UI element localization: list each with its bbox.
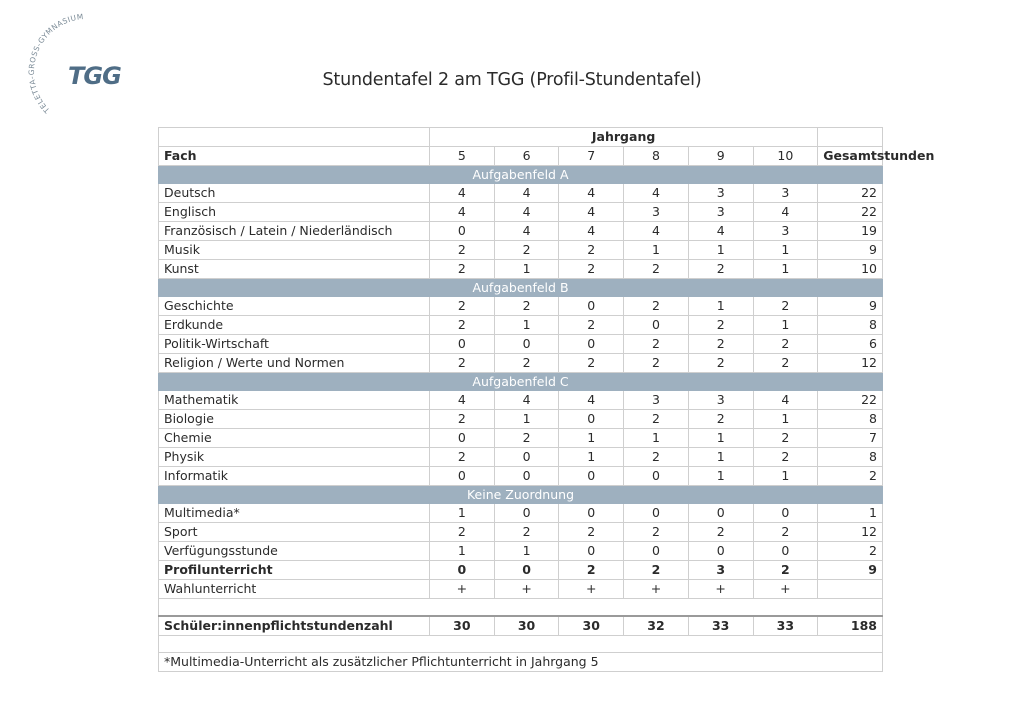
hours-cell: 2 [624,523,689,542]
timetable [158,127,935,672]
hours-cell: 0 [559,542,624,561]
subject-name: Profilunterricht [159,561,430,580]
hours-cell: 0 [753,504,818,523]
subject-name: Sport [159,523,430,542]
hours-cell: 0 [430,561,495,580]
hours-cell: 1 [559,429,624,448]
hours-cell: 3 [624,391,689,410]
subject-name: Verfügungsstunde [159,542,430,561]
header-year: 7 [559,147,624,166]
hours-cell: + [559,580,624,599]
hours-cell: 4 [559,391,624,410]
hours-cell: 1 [494,316,559,335]
hours-cell: 4 [753,203,818,222]
header-empty-cell [818,128,883,147]
hours-cell: 1 [624,241,689,260]
subject-name: Kunst [159,260,430,279]
hours-cell: 1 [494,410,559,429]
hours-cell: 2 [430,523,495,542]
hours-cell: 3 [688,184,753,203]
hours-cell: 3 [688,203,753,222]
hours-cell: 4 [753,391,818,410]
hours-cell: 2 [624,448,689,467]
hours-cell: 2 [753,297,818,316]
hours-cell: 0 [688,504,753,523]
hours-cell: 4 [430,203,495,222]
subject-name: Erdkunde [159,316,430,335]
hours-cell: 2 [624,335,689,354]
hours-cell: + [624,580,689,599]
header-year: 10 [753,147,818,166]
subject-name: Französisch / Latein / Niederländisch [159,222,430,241]
table-row [159,335,883,354]
hours-cell: 1 [494,260,559,279]
subject-name: Physik [159,448,430,467]
spacer-cell [159,636,883,653]
hours-cell: 2 [688,335,753,354]
hours-cell: 2 [688,354,753,373]
hours-cell: 1 [688,429,753,448]
subject-name: Deutsch [159,184,430,203]
hours-cell: 0 [624,316,689,335]
hours-cell: + [688,580,753,599]
hours-cell: + [753,580,818,599]
hours-cell: 0 [559,467,624,486]
table-row [159,222,883,241]
summary-label: Schüler:innenpflichtstundenzahl [159,616,430,636]
group-header-row [159,166,883,184]
subject-name: Chemie [159,429,430,448]
hours-cell: 2 [559,316,624,335]
hours-cell: 2 [559,523,624,542]
page-title: Stundentafel 2 am TGG (Profil-Stundentafel) [322,70,702,90]
group-header-row [159,486,883,504]
hours-cell: 1 [753,241,818,260]
hours-cell: 4 [559,203,624,222]
total-hours-cell: 7 [818,429,883,448]
hours-cell: 1 [753,260,818,279]
hours-cell: 2 [753,448,818,467]
hours-cell: 2 [559,561,624,580]
total-hours-cell: 9 [818,297,883,316]
hours-cell: 2 [688,410,753,429]
total-hours-cell: 22 [818,184,883,203]
hours-cell: 4 [624,184,689,203]
table-header-row [159,147,883,166]
hours-cell: 2 [753,523,818,542]
table-row [159,561,883,580]
table-row [159,391,883,410]
hours-cell: 0 [494,448,559,467]
table-row [159,523,883,542]
subject-name: Informatik [159,467,430,486]
subject-name: Politik-Wirtschaft [159,335,430,354]
hours-cell: 1 [753,410,818,429]
hours-cell: 0 [494,504,559,523]
subject-name: Biologie [159,410,430,429]
total-hours-cell: 9 [818,561,883,580]
summary-hours-cell: 30 [494,616,559,636]
summary-hours-cell: 33 [753,616,818,636]
hours-cell: 2 [753,429,818,448]
group-header-row [159,373,883,391]
hours-cell: 1 [688,297,753,316]
hours-cell: 2 [494,354,559,373]
group-title: Aufgabenfeld A [159,166,883,184]
header-fach: Fach [159,147,430,166]
header-gesamtstunden: Gesamtstunden [818,147,883,166]
total-hours-cell: 2 [818,467,883,486]
hours-cell: 3 [688,561,753,580]
subject-name: Religion / Werte und Normen [159,354,430,373]
hours-cell: 1 [624,429,689,448]
hours-cell: 4 [624,222,689,241]
total-hours-cell: 8 [818,410,883,429]
hours-cell: 3 [688,391,753,410]
total-hours-cell: 22 [818,203,883,222]
total-hours-cell: 22 [818,391,883,410]
table-row [159,504,883,523]
subject-name: Multimedia* [159,504,430,523]
hours-cell: 2 [494,241,559,260]
table-row [159,448,883,467]
hours-cell: 1 [753,467,818,486]
summary-hours-cell: 30 [559,616,624,636]
hours-cell: 2 [753,561,818,580]
table-row [159,260,883,279]
hours-cell: 2 [688,260,753,279]
hours-cell: 1 [494,542,559,561]
total-hours-cell: 19 [818,222,883,241]
hours-cell: 1 [753,316,818,335]
hours-cell: 4 [430,391,495,410]
hours-cell: 1 [430,542,495,561]
total-hours-cell: 2 [818,542,883,561]
header-year: 8 [624,147,689,166]
table-row [159,580,883,599]
hours-cell: 2 [430,410,495,429]
hours-cell: 0 [559,410,624,429]
hours-cell: 2 [624,260,689,279]
total-hours-cell: 1 [818,504,883,523]
hours-cell: 2 [430,354,495,373]
hours-cell: 4 [494,222,559,241]
hours-cell: + [494,580,559,599]
header-jahrgang: Jahrgang [430,128,818,147]
hours-cell: 0 [430,222,495,241]
footnote: *Multimedia-Unterricht als zusätzlicher Pflichtunterricht in Jahrgang 5 [159,653,883,672]
subject-name: Mathematik [159,391,430,410]
hours-cell: 1 [430,504,495,523]
subject-name: Geschichte [159,297,430,316]
hours-cell: 0 [494,561,559,580]
subject-name: Musik [159,241,430,260]
footnote-row [159,653,883,672]
hours-cell: 2 [430,448,495,467]
total-hours-cell: 12 [818,354,883,373]
summary-row [159,616,883,636]
hours-cell: 2 [559,260,624,279]
subject-name: Wahlunterricht [159,580,430,599]
hours-cell: 0 [559,504,624,523]
summary-total-cell: 188 [818,616,883,636]
hours-cell: 4 [494,203,559,222]
hours-cell: 2 [494,429,559,448]
logo-mark: TGG [68,62,121,90]
hours-cell: 4 [430,184,495,203]
hours-cell: 1 [688,448,753,467]
hours-cell: 0 [753,542,818,561]
hours-cell: 3 [624,203,689,222]
hours-cell: 2 [753,354,818,373]
hours-cell: 2 [753,335,818,354]
hours-cell: 0 [430,335,495,354]
spacer-cell [159,599,883,617]
hours-cell: 2 [430,241,495,260]
total-hours-cell: 9 [818,241,883,260]
school-logo [22,12,152,122]
summary-hours-cell: 33 [688,616,753,636]
header-year: 6 [494,147,559,166]
total-hours-cell [818,580,883,599]
hours-cell: 0 [624,504,689,523]
hours-cell: 2 [430,316,495,335]
summary-hours-cell: 30 [430,616,495,636]
hours-cell: 2 [688,316,753,335]
hours-cell: 4 [559,184,624,203]
total-hours-cell: 12 [818,523,883,542]
hours-cell: 2 [688,523,753,542]
hours-cell: 2 [494,523,559,542]
subject-name: Englisch [159,203,430,222]
hours-cell: 2 [559,354,624,373]
hours-cell: 1 [688,467,753,486]
table-row [159,241,883,260]
table-row [159,542,883,561]
total-hours-cell: 8 [818,316,883,335]
table-row [159,184,883,203]
hours-cell: 0 [688,542,753,561]
total-hours-cell: 8 [818,448,883,467]
table-header-row [159,128,883,147]
table-row [159,316,883,335]
total-hours-cell: 10 [818,260,883,279]
hours-cell: 0 [430,467,495,486]
hours-cell: 2 [494,297,559,316]
hours-cell: 0 [624,542,689,561]
hours-cell: 4 [559,222,624,241]
table-row [159,410,883,429]
total-hours-cell: 6 [818,335,883,354]
header-year: 5 [430,147,495,166]
hours-cell: 2 [624,297,689,316]
group-header-row [159,279,883,297]
logo-ring-text: TELETTA-GROSS-GYMNASIUM [26,12,85,115]
group-title: Keine Zuordnung [159,486,883,504]
hours-cell: 0 [430,429,495,448]
group-title: Aufgabenfeld C [159,373,883,391]
hours-cell: 0 [559,335,624,354]
summary-hours-cell: 32 [624,616,689,636]
hours-cell: 3 [753,222,818,241]
header-empty-cell [159,128,430,147]
hours-cell: 4 [494,184,559,203]
hours-cell: 1 [559,448,624,467]
hours-cell: 0 [494,467,559,486]
table-row [159,429,883,448]
hours-cell: 2 [624,410,689,429]
hours-cell: 1 [688,241,753,260]
group-title: Aufgabenfeld B [159,279,883,297]
hours-cell: 0 [559,297,624,316]
hours-cell: 0 [624,467,689,486]
hours-cell: 3 [753,184,818,203]
table-row [159,354,883,373]
hours-cell: 2 [624,561,689,580]
hours-cell: 4 [494,391,559,410]
table-row [159,297,883,316]
hours-cell: + [430,580,495,599]
hours-cell: 2 [430,260,495,279]
spacer-row [159,599,883,617]
table-row [159,467,883,486]
hours-cell: 2 [559,241,624,260]
hours-cell: 4 [688,222,753,241]
hours-cell: 2 [430,297,495,316]
spacer-row [159,636,883,653]
hours-cell: 0 [494,335,559,354]
table-row [159,203,883,222]
hours-cell: 2 [624,354,689,373]
header-year: 9 [688,147,753,166]
